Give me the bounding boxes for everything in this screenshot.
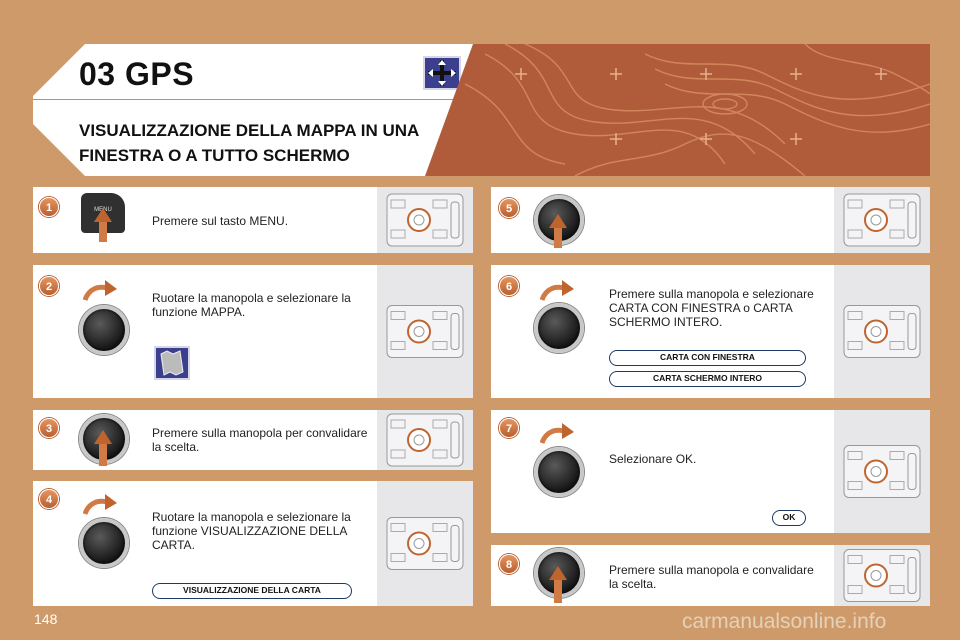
press-arrow-icon	[549, 214, 567, 228]
rotary-knob-icon	[79, 305, 129, 355]
menu-key-icon: MENU	[81, 193, 125, 233]
radio-console-drawing	[377, 410, 473, 470]
gps-crosshair-icon	[423, 56, 461, 90]
rotate-arrow-icon	[83, 494, 117, 516]
header-corner-cut	[33, 44, 85, 96]
map-function-icon	[154, 346, 190, 380]
press-arrow-icon	[94, 430, 112, 444]
step-number: 4	[39, 489, 59, 509]
step-number: 5	[499, 198, 519, 218]
option-ok: OK	[772, 510, 806, 526]
topographic-map-banner	[425, 44, 930, 176]
press-arrow-icon	[549, 566, 567, 580]
step-number: 6	[499, 276, 519, 296]
radio-console-drawing	[834, 187, 930, 253]
rotary-knob-icon	[79, 518, 129, 568]
console-thumbnail	[834, 265, 930, 398]
step-number: 1	[39, 197, 59, 217]
step-number: 3	[39, 418, 59, 438]
console-thumbnail	[377, 187, 473, 253]
press-arrow-icon	[99, 220, 107, 242]
step-instruction: Ruotare la manopola e selezionare la funzione VISUALIZZAZIONE DELLA CARTA.	[152, 510, 351, 552]
section-subtitle: VISUALIZZAZIONE DELLA MAPPA IN UNA FINESTRA O A TUTTO SCHERMO	[79, 121, 419, 165]
press-arrow-icon	[554, 579, 562, 603]
option-carta-schermo-intero: CARTA SCHERMO INTERO	[609, 371, 806, 387]
console-thumbnail	[377, 410, 473, 470]
step-instruction: Premere sul tasto MENU.	[152, 214, 289, 228]
console-thumbnail	[377, 481, 473, 606]
step-number: 7	[499, 418, 519, 438]
page-title: 03 GPS	[79, 56, 195, 92]
step-instruction: Premere sulla manopola e selezionare CARTA CON FINESTRA o CARTA SCHERMO INTERO.	[609, 287, 814, 329]
step-number: 2	[39, 276, 59, 296]
option-visualizzazione-carta: VISUALIZZAZIONE DELLA CARTA	[152, 583, 352, 599]
rotary-knob-icon	[534, 303, 584, 353]
radio-console-drawing	[834, 545, 930, 606]
radio-console-drawing	[377, 187, 473, 253]
radio-console-drawing	[834, 265, 930, 398]
rotary-knob-icon	[534, 447, 584, 497]
console-thumbnail	[834, 410, 930, 533]
step-instruction: Ruotare la manopola e selezionare la funzione MAPPA.	[152, 291, 351, 319]
rotate-arrow-icon	[540, 280, 574, 302]
header-corner-cut	[33, 124, 85, 176]
radio-console-drawing	[377, 265, 473, 398]
console-thumbnail	[834, 187, 930, 253]
press-arrow-icon	[99, 442, 107, 466]
radio-console-drawing	[834, 410, 930, 533]
step-instruction: Premere sulla manopola per convalidare la scelta.	[152, 426, 368, 454]
console-thumbnail	[834, 545, 930, 606]
rotate-arrow-icon	[83, 280, 117, 302]
option-carta-con-finestra: CARTA CON FINESTRA	[609, 350, 806, 366]
title-divider	[33, 99, 473, 100]
step-number: 8	[499, 554, 519, 574]
page-number: 148	[34, 611, 58, 627]
radio-console-drawing	[377, 481, 473, 606]
rotate-arrow-icon	[540, 423, 574, 445]
press-arrow-icon	[94, 208, 112, 222]
step-instruction: Selezionare OK.	[609, 452, 697, 466]
press-arrow-icon	[554, 226, 562, 248]
step-instruction: Premere sulla manopola e convalidare la scelta.	[609, 563, 814, 591]
watermark: carmanualsonline.info	[682, 610, 887, 633]
console-thumbnail	[377, 265, 473, 398]
